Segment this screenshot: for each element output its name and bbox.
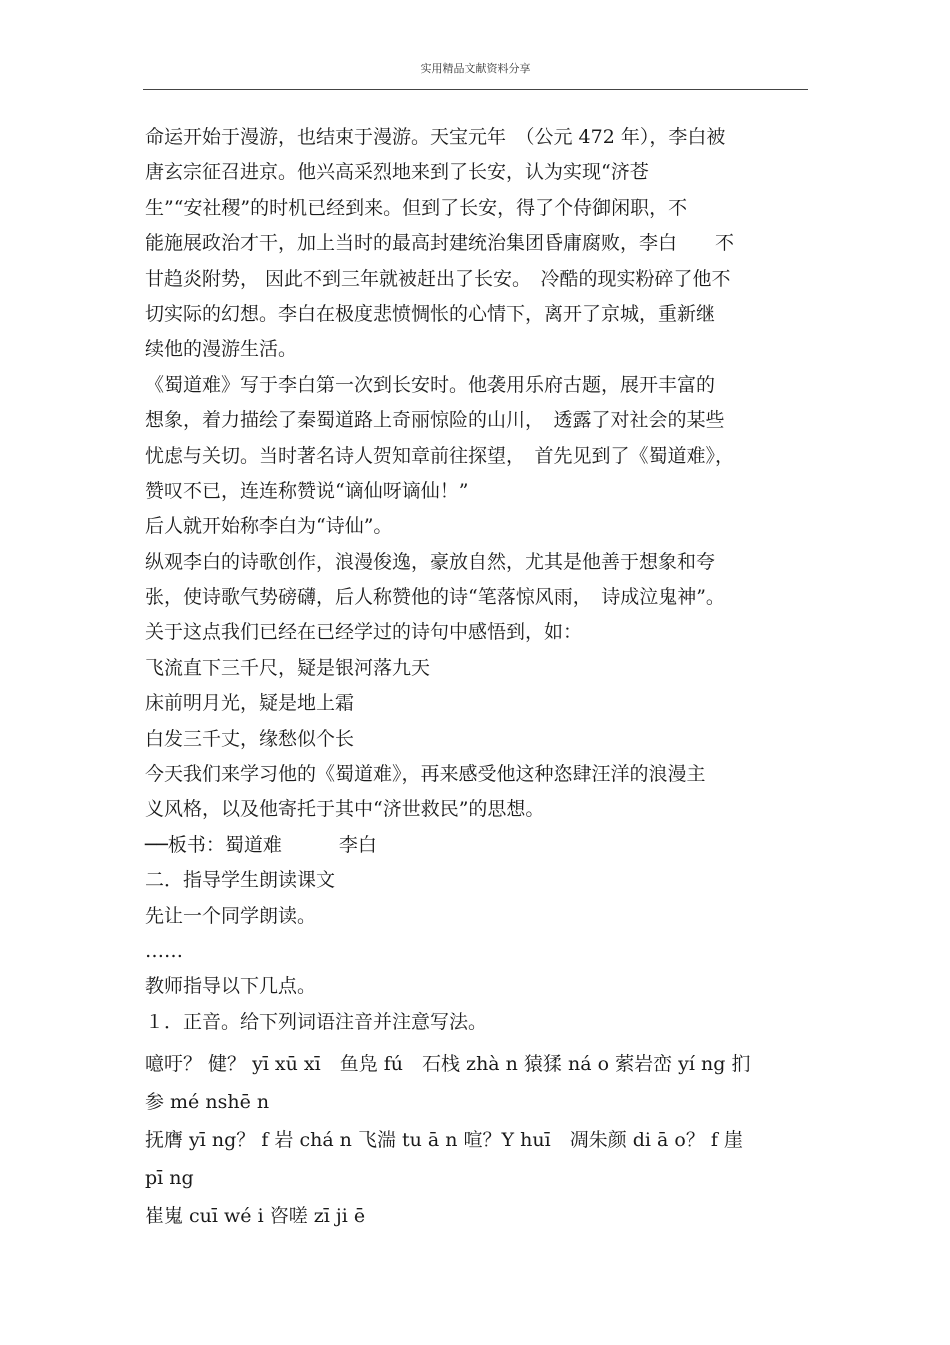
text-line: 续他的漫游生活。 (145, 338, 298, 361)
header-divider (143, 89, 808, 90)
page-header: 实用精品文献资料分享 (420, 62, 531, 75)
section-heading: 二．指导学生朗读课文 (145, 869, 336, 892)
text-line: 生”“安社稷”的时机已经到来。但到了长安，得了个侍御闲职，不 (145, 196, 688, 219)
text-line: 能施展政治才干，加上当时的最高封建统治集团昏庸腐败，李白 不 (145, 232, 735, 255)
pinyin-line: 参 mé nshē n (145, 1091, 270, 1114)
text-line: 甘趋炎附势， 因此不到三年就被赶出了长安。 冷酷的现实粉碎了他不 (145, 267, 731, 290)
pinyin-line: 抚膺 yī ng？ f 岩 chá n 飞湍 tu ā n 喧？Y huī 凋朱颜 di ā o？ f 崖 (145, 1129, 743, 1152)
text-line: 教师指导以下几点。 (145, 975, 317, 998)
poem-line: 白发三千丈，缘愁似个长 (145, 727, 355, 750)
poem-line: 飞流直下三千尺，疑是银河落九天 (145, 656, 431, 679)
text-line: 今天我们来学习他的《蜀道难》，再来感受他这种恣肆汪洋的浪漫主 (145, 763, 706, 786)
text-line: 命运开始于漫游，也结束于漫游。天宝元年 （公元 472 年），李白被 (145, 126, 726, 148)
text-line: 切实际的幻想。李白在极度悲愤惆怅的心情下，离开了京城，重新继 (145, 302, 716, 325)
text-line: 纵观李白的诗歌创作，浪漫俊逸，豪放自然，尤其是他善于想象和夸 (145, 550, 716, 573)
text-line: 想象，着力描绘了秦蜀道路上奇丽惊险的山川， 透露了对社会的某些 (145, 409, 725, 432)
pinyin-line: 噫吁？ 健？ yī xū xī 鱼凫 fú 石栈 zhà n 猿猱 ná o 萦岩峦 yí ng 扪 (145, 1053, 751, 1076)
board-note: ──板书：蜀道难 李白 (145, 833, 377, 856)
text-line: 义风格，以及他寄托于其中“济世救民”的思想。 (145, 798, 545, 821)
text-line: 张，使诗歌气势磅礴，后人称赞他的诗“笔落惊风雨， 诗成泣鬼神”。 (145, 586, 725, 609)
text-line: 忧虑与关切。当时著名诗人贺知章前往探望， 首先见到了《蜀道难》， (145, 444, 735, 467)
document-body (145, 120, 810, 1240)
text-line: 关于这点我们已经在已经学过的诗句中感悟到，如： (145, 621, 583, 644)
ellipsis-line: …… (145, 939, 183, 962)
poem-line: 床前明月光，疑是地上霜 (145, 692, 355, 715)
pinyin-line: pī ng (145, 1167, 194, 1190)
text-line: 先让一个同学朗读。 (145, 904, 317, 927)
text-line: 《蜀道难》写于李白第一次到长安时。他袭用乐府古题，展开丰富的 (145, 373, 716, 396)
text-line: 唐玄宗征召进京。他兴高采烈地来到了长安，认为实现“济苍 (145, 161, 649, 184)
text-line: 后人就开始称李白为“诗仙”。 (145, 515, 393, 538)
numbered-item: １．正音。给下列词语注音并注意写法。 (145, 1010, 488, 1033)
pinyin-line: 崔嵬 cuī wé i 咨嗟 zī ji ē (145, 1205, 366, 1228)
text-line: 赞叹不已，连连称赞说“谪仙呀谪仙！” (145, 479, 469, 502)
